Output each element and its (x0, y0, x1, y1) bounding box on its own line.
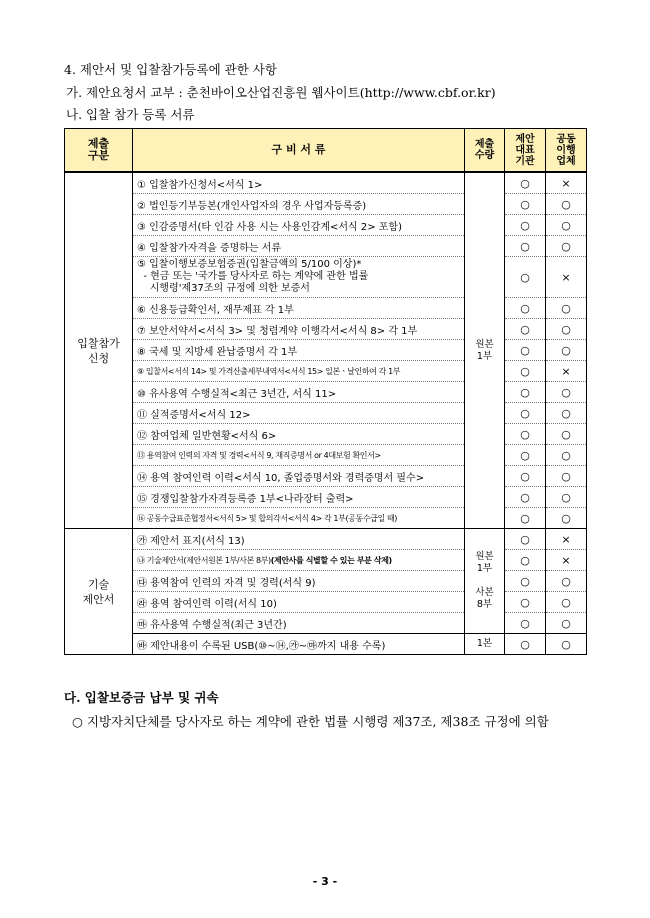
table-row (65, 508, 587, 529)
table-row (65, 466, 587, 487)
rep-org-mark: ○ (505, 340, 546, 361)
document-note: (제안사를 식별할 수 있는 부분 삭제) (270, 555, 392, 565)
table-row (65, 571, 587, 592)
joint-org-mark: × (546, 361, 587, 382)
header-quantity: 제출 수량 (465, 129, 505, 173)
rep-org-mark: ○ (505, 215, 546, 236)
document-cell (133, 298, 465, 319)
rep-org-mark: ○ (505, 634, 546, 655)
group2-category-cell (65, 529, 133, 655)
joint-org-mark: ○ (546, 382, 587, 403)
document-cell (133, 172, 465, 194)
rep-org-mark: ○ (505, 319, 546, 340)
rep-org-mark: ○ (505, 298, 546, 319)
document-text: ㉲ 유사용역 수행실적(최근 3년간) (137, 619, 287, 631)
document-cell (133, 382, 465, 403)
document-text: ㉰ 용역참여 인력의 자격 및 경력(서식 9) (137, 577, 316, 589)
header-category: 제출 구분 (65, 129, 133, 173)
document-text: ⑩ 유사용역 수행실적<최근 3년간, 서식 11> (137, 388, 337, 400)
joint-org-mark: ○ (546, 340, 587, 361)
document-cell (133, 319, 465, 340)
table-header-row (65, 129, 587, 173)
document-cell (133, 236, 465, 257)
rep-org-mark: ○ (505, 257, 546, 298)
table-row (65, 529, 587, 550)
rep-org-mark: ○ (505, 361, 546, 382)
document-text: ⑦ 보안서약서<서식 3> 및 청렴계약 이행각서<서식 8> 각 1부 (137, 325, 418, 337)
document-cell (133, 592, 465, 613)
rep-org-mark: ○ (505, 550, 546, 571)
group1-quantity-cell (465, 172, 505, 529)
document-text: ⑮ 경쟁입찰참가자격등록증 1부<나라장터 출력> (137, 493, 354, 505)
table-row-usb (65, 634, 587, 655)
header-joint-org: 공동 이행 업체 (546, 129, 587, 173)
joint-org-mark: ○ (546, 215, 587, 236)
table-row (65, 172, 587, 194)
joint-org-mark: ○ (546, 466, 587, 487)
joint-org-mark: ○ (546, 319, 587, 340)
document-cell (133, 403, 465, 424)
document-text: ④ 입찰참가자격을 증명하는 서류 (137, 242, 282, 254)
rep-org-mark: ○ (505, 571, 546, 592)
rep-org-mark: ○ (505, 487, 546, 508)
joint-org-mark: ○ (546, 445, 587, 466)
document-text: ㉱ 용역 참여인력 이력(서식 10) (137, 598, 277, 610)
rep-org-mark: ○ (505, 508, 546, 529)
bid-deposit-bullet: ○ 지방자치단체를 당사자로 하는 계약에 관한 법률 시행령 제37조, 제38조 규정에 의함 (72, 714, 549, 729)
document-cell (133, 550, 465, 571)
document-cell (133, 529, 465, 550)
document-text: ⑭ 용역 참여인력 이력<서식 10, 졸업증명서와 경력증명서 필수> (137, 472, 425, 484)
table-row (65, 319, 587, 340)
rep-org-mark: ○ (505, 613, 546, 634)
rep-org-mark: ○ (505, 236, 546, 257)
document-cell (133, 445, 465, 466)
header-documents: 구 비 서 류 (133, 129, 465, 173)
rep-org-mark: ○ (505, 466, 546, 487)
document-cell (133, 215, 465, 236)
table-row (65, 340, 587, 361)
table-row (65, 592, 587, 613)
rep-org-mark: ○ (505, 529, 546, 550)
document-text: ⑧ 국세 및 지방세 완납증명서 각 1부 (137, 346, 297, 358)
table-row (65, 298, 587, 319)
joint-org-mark: × (546, 529, 587, 550)
rfp-distribution-line: 가. 제안요청서 교부 : 춘천바이오산업진흥원 웹사이트(http://www.cbf.or.kr) (66, 85, 496, 100)
table-row (65, 257, 587, 298)
document-cell (133, 466, 465, 487)
document-text: ㉮ 제안서 표지(서식 13) (137, 535, 245, 547)
document-text: ⑨ 입찰서<서식 14> 및 가격산출세부내역서<서식 15> 일본ㆍ날인하여 각 1부 (137, 366, 401, 376)
joint-org-mark: ○ (546, 487, 587, 508)
joint-org-mark: ○ (546, 508, 587, 529)
header-rep-org: 제안 대표 기관 (505, 129, 546, 173)
document-text: ㉳ 제안내용이 수록된 USB(⑩~⑭,㉮~㉲까지 내용 수록) (137, 640, 386, 652)
document-text: ⑬ 용역참여 인력의 자격 및 경력<서식 9, 재직증명서 or 4대보험 확인서> (137, 450, 381, 460)
document-text: ⑥ 신용등급확인서, 재무제표 각 1부 (137, 304, 294, 316)
table-row (65, 194, 587, 215)
document-cell (133, 257, 465, 298)
document-text: ⑫ 참여업체 일반현황<서식 6> (137, 430, 277, 442)
rep-org-mark: ○ (505, 592, 546, 613)
document-text: ㉯ 기술제안서(제안서원본 1부/사본 8부) (137, 555, 271, 565)
registration-docs-heading: 나. 입찰 참가 등록 서류 (66, 107, 195, 122)
page-number: - 3 - (312, 875, 338, 888)
group2-quantity-cell (465, 529, 505, 634)
document-cell (133, 613, 465, 634)
joint-org-mark: × (546, 172, 587, 194)
table-row (65, 550, 587, 571)
document-text: ⑤ 입찰이행보증보험증권(입찰금액의 5/100 이상)* - 현금 또는 '국가를 당사자로 하는 계약에 관한 법률 시행령'제37조의 규정에 의한 보증서 (137, 259, 369, 294)
joint-org-mark: ○ (546, 424, 587, 445)
table-row (65, 382, 587, 403)
usb-quantity-cell: 1본 (465, 634, 505, 655)
section-4-heading: 4. 제안서 및 입찰참가등록에 관한 사항 (64, 62, 277, 77)
document-cell (133, 634, 465, 655)
document-cell (133, 424, 465, 445)
document-text: ② 법인등기부등본(개인사업자의 경우 사업자등록증) (137, 200, 367, 212)
document-text: ① 입찰참가신청서<서식 1> (137, 179, 263, 191)
group2-quantity-text: 원본 1부 사본 8부 (475, 551, 494, 610)
joint-org-mark: ○ (546, 298, 587, 319)
table-row (65, 487, 587, 508)
document-text: ③ 인감증명서(타 인감 사용 시는 사용인감계<서식 2> 포함) (137, 221, 402, 233)
table-row (65, 613, 587, 634)
rep-org-mark: ○ (505, 424, 546, 445)
document-cell (133, 571, 465, 592)
document-cell (133, 340, 465, 361)
group1-quantity-text: 원본 1부 (475, 338, 494, 362)
required-documents-table (64, 128, 587, 655)
document-text: ⑯ 공동수급표준협정서<서식 5> 및 합의각서<서식 4> 각 1부(공동수급일 때) (137, 513, 397, 523)
rep-org-mark: ○ (505, 194, 546, 215)
document-text: ⑪ 실적증명서<서식 12> (137, 409, 251, 421)
joint-org-mark: ○ (546, 592, 587, 613)
bid-deposit-heading: 다. 입찰보증금 납부 및 귀속 (64, 690, 219, 705)
group2-category-label: 기술 제안서 (82, 577, 115, 606)
joint-org-mark: × (546, 550, 587, 571)
document-cell (133, 361, 465, 382)
table-row (65, 445, 587, 466)
rep-org-mark: ○ (505, 382, 546, 403)
joint-org-mark: × (546, 257, 587, 298)
document-cell (133, 194, 465, 215)
joint-org-mark: ○ (546, 236, 587, 257)
group1-category-cell (65, 172, 133, 529)
table-row (65, 424, 587, 445)
table-row (65, 236, 587, 257)
rep-org-mark: ○ (505, 403, 546, 424)
joint-org-mark: ○ (546, 403, 587, 424)
table-row (65, 403, 587, 424)
document-cell (133, 487, 465, 508)
document-cell (133, 508, 465, 529)
joint-org-mark: ○ (546, 634, 587, 655)
group1-category-label: 입찰참가 신청 (77, 336, 120, 365)
table-body (65, 172, 587, 655)
joint-org-mark: ○ (546, 571, 587, 592)
rep-org-mark: ○ (505, 445, 546, 466)
table-row (65, 361, 587, 382)
joint-org-mark: ○ (546, 613, 587, 634)
joint-org-mark: ○ (546, 194, 587, 215)
table-row (65, 215, 587, 236)
rep-org-mark: ○ (505, 172, 546, 194)
